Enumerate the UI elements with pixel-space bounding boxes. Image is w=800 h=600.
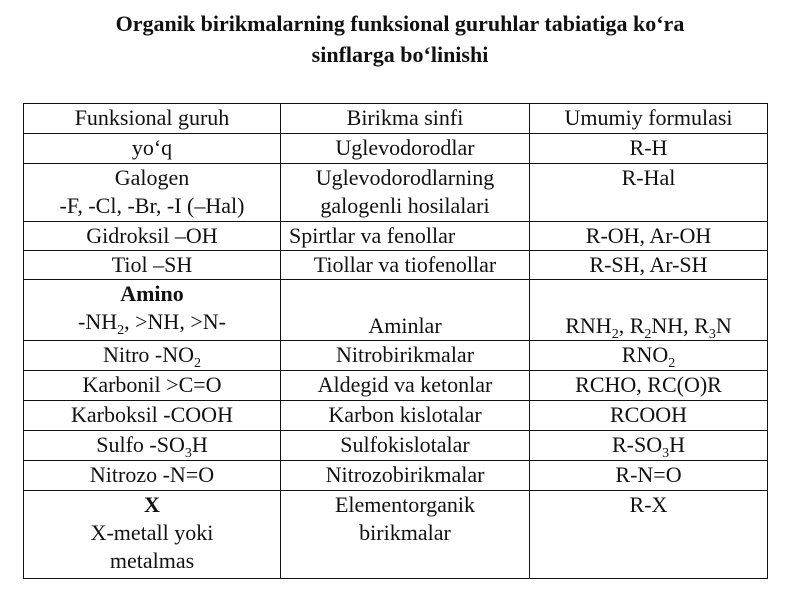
cell-class: Aminlar [281,280,530,341]
cell-formula: R-H [530,134,768,164]
table-row [24,280,768,341]
cell-class [281,164,530,222]
formula-part: RNO [621,342,669,367]
cell-formula: R-N=O [530,461,768,491]
cell-group: yo‘q [24,134,281,164]
cell-class [281,491,530,579]
cell-group [24,280,281,341]
formula-part: Nitro -NO [102,342,195,367]
cell-class: Karbon kislotalar [281,401,530,431]
cell-group-line-3: metalmas [109,548,195,573]
formula-part: Sulfo -SO [96,432,185,457]
formula-subscript: 2 [194,356,202,371]
formula-part: RNH [565,313,612,338]
formula-part: H [669,432,685,457]
formula-subscript: 2 [644,327,652,342]
cell-class: Tiollar va tiofenollar [281,251,530,280]
cell-group: Tiol –SH [24,251,281,280]
functional-groups-table [23,103,768,579]
table-row [24,371,768,401]
formula-part: -NH [78,309,118,334]
table-header-row [24,104,768,134]
cell-group-line-1: Galogen [114,165,190,190]
table-row [24,251,768,280]
formula-subscript: 2 [611,327,619,342]
formula-part: N [715,313,732,338]
formula-subscript: 3 [184,446,192,461]
cell-group [24,491,281,579]
formula-part: , >NH, >N- [124,309,226,334]
table-row [24,401,768,431]
cell-group [24,431,281,461]
formula-part: NH, R [651,313,709,338]
formula-subscript: 3 [662,446,670,461]
header-general-formula: Umumiy formulasi [530,104,768,134]
document-title [0,8,800,70]
table-row [24,164,768,222]
table-row [24,491,768,579]
formula-part: , R [618,313,645,338]
cell-group-line-2: -F, -Cl, -Br, -I (–Hal) [59,193,245,218]
cell-group-line-1: X [144,492,160,517]
cell-class: Spirtlar va fenollar [281,222,530,251]
cell-formula: RCOOH [530,401,768,431]
cell-class: Uglevodorodlar [281,134,530,164]
formula-subscript: 2 [117,323,125,338]
table-row [24,431,768,461]
cell-formula: R-X [530,491,768,579]
cell-group-line-2 [28,308,276,336]
cell-class: Aldegid va ketonlar [281,371,530,401]
cell-class-line-1: Elementorganik [334,492,476,517]
table-row [24,341,768,371]
cell-group: Karbonil >C=O [24,371,281,401]
cell-class-line-2: galogenli hosilalari [320,193,490,218]
cell-formula: RCHO, RC(O)R [530,371,768,401]
formula-part: R-SO [611,432,663,457]
cell-class: Nitrozobirikmalar [281,461,530,491]
header-compound-class: Birikma sinfi [281,104,530,134]
title-line-2: sinflarga bo‘linishi [311,42,489,67]
cell-formula: R-OH, Ar-OH [530,222,768,251]
formula-subscript: 2 [668,356,676,371]
cell-class-line-1: Uglevodorodlarning [315,165,495,190]
header-functional-group: Funksional guruh [24,104,281,134]
title-line-1: Organik birikmalarning funksional guruhlar tabiatiga ko‘ra [115,11,685,36]
cell-group-line-2: X-metall yoki [90,520,214,545]
cell-formula: R-Hal [530,164,768,222]
cell-formula [530,341,768,371]
cell-class: Nitrobirikmalar [281,341,530,371]
formula-part: H [191,432,208,457]
table-row [24,461,768,491]
cell-formula [530,280,768,341]
cell-group-line-1: Amino [120,281,184,306]
cell-group [24,164,281,222]
cell-formula [530,431,768,461]
cell-group: Nitrozo -N=O [24,461,281,491]
cell-group [24,341,281,371]
table-row [24,222,768,251]
cell-formula: R-SH, Ar-SH [530,251,768,280]
cell-group: Karboksil -COOH [24,401,281,431]
cell-class: Sulfokislotalar [281,431,530,461]
formula-subscript: 3 [708,327,716,342]
cell-class-line-2: birikmalar [359,520,451,545]
table-row [24,134,768,164]
cell-group: Gidroksil –OH [24,222,281,251]
